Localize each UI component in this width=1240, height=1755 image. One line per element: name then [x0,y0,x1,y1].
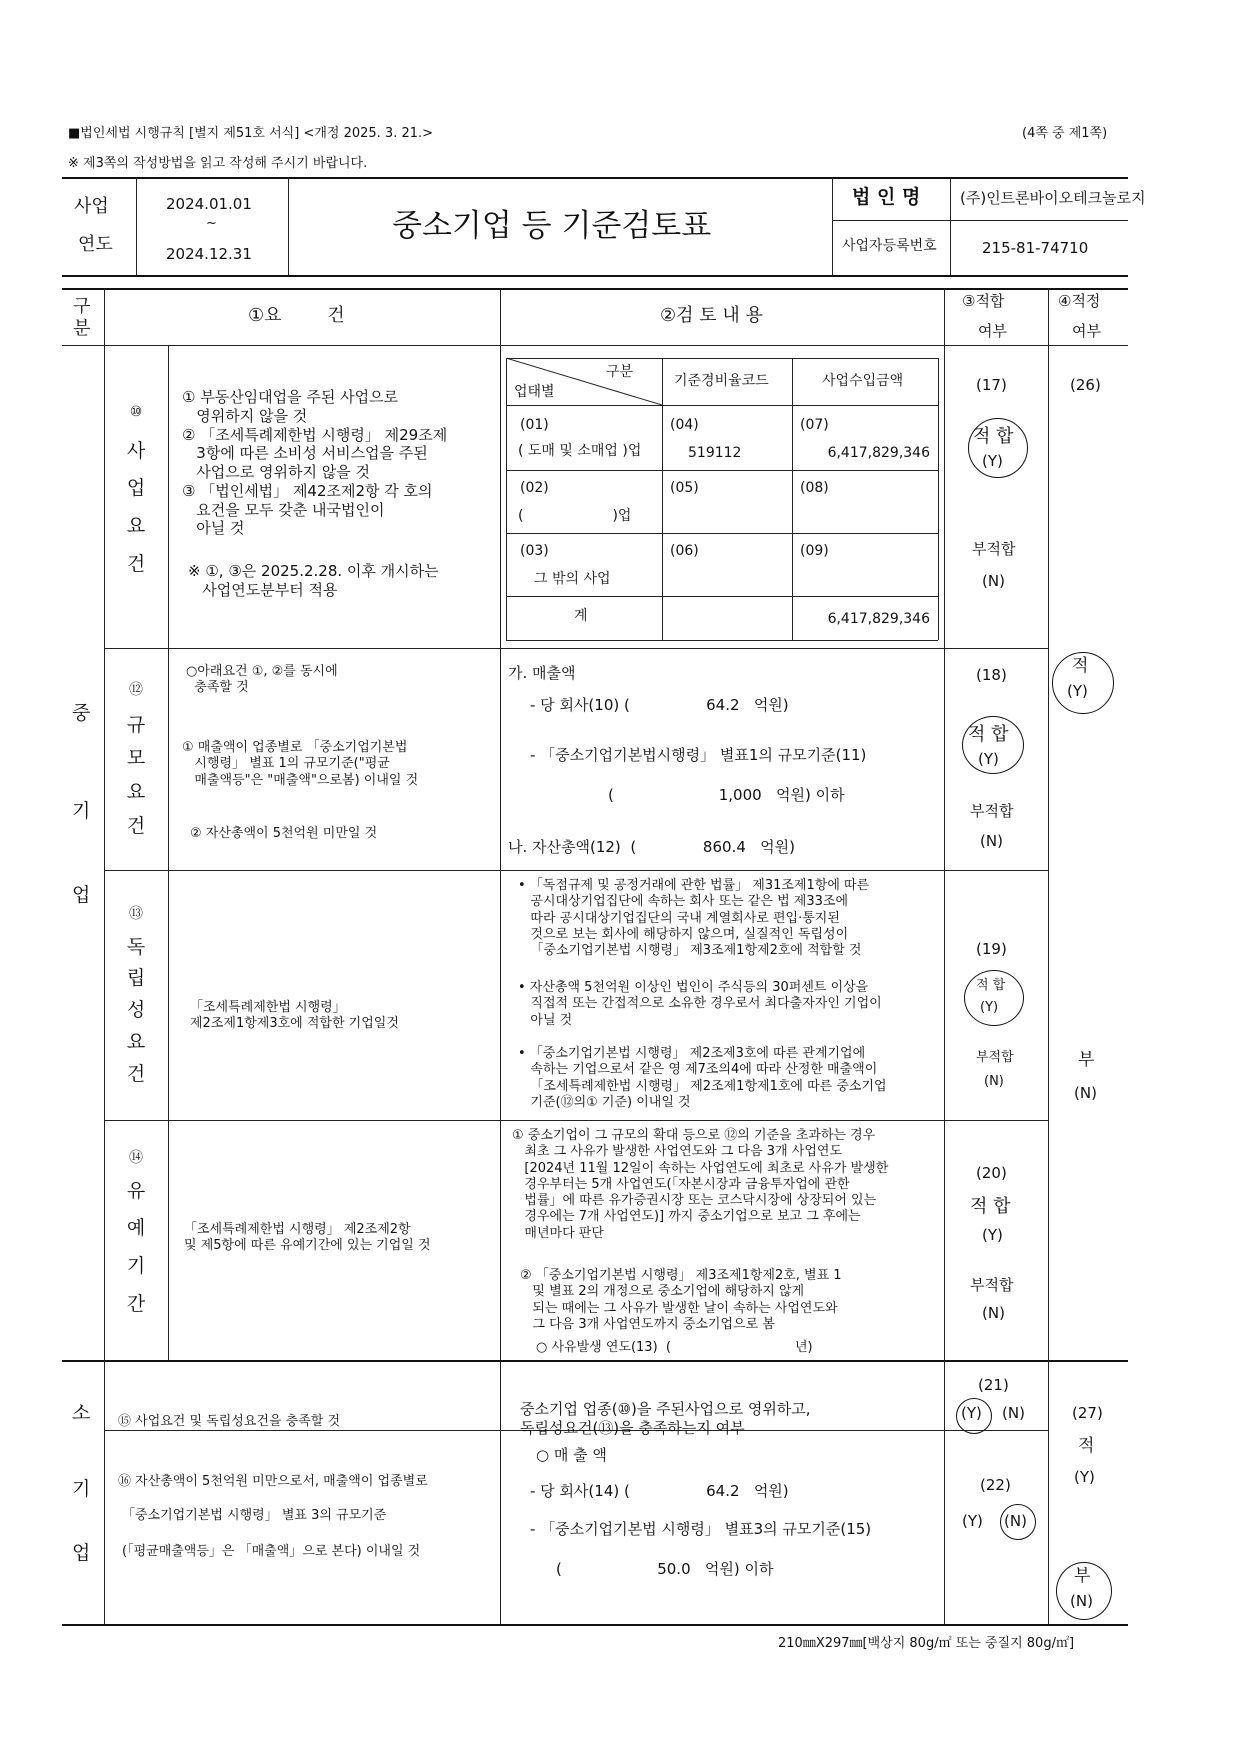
row104-review-a [512,1128,888,1242]
sme-proper-ng: 부 [1078,1050,1095,1070]
row101-req-line: ① 부동산임대업을 주된 사업으로 [182,388,399,406]
row101-req-line: ③ 「법인세법」 제42조제2항 각 호의 [182,481,433,500]
row101-requirements [182,388,447,538]
r1-code-no: (04) [670,417,699,433]
side-sme-3: 업 [72,884,91,906]
row105-review [520,1400,811,1438]
row104-review-b [520,1268,842,1333]
row101-req-line: 3항에 따른 소비성 서비스업을 주된 [182,444,428,463]
row103-rev-line: 공시대상기업집단에 속하는 회사 또는 같은 법 제33조에 [518,894,849,910]
row106-req-line: 「중소기업기본법 시행령」 별표 3의 규모기준 [122,1508,387,1523]
row104-label [116,1150,156,1317]
row103-label-3: 성 [126,999,146,1021]
row105-rev-line: 중소기업 업종(⑩)을 주된사업으로 영위하고, [520,1400,811,1418]
row103-rev-line: 「중소기업기본법 시행령」 제3조제1항제2호에 적합할 것 [518,943,862,958]
row104-review-c: ○ 사유발생 연도(13) ( 년) [536,1340,813,1355]
r2-code-no: (05) [670,480,699,496]
row102-req-line: 매출액등"은 "매출액"으로봄) 이내일 것 [182,772,419,788]
header-amount: 사업수입금액 [822,373,904,389]
small-proper-ok: 적 [1078,1436,1095,1456]
total-label: 계 [574,608,588,624]
row104-label-1: 유 [126,1179,146,1202]
row101-label-2: 업 [126,477,146,500]
row101-req-line: 영위하지 않을 것 [182,406,308,425]
row104-num: ⑭ [129,1150,143,1166]
r2-no: (02) [520,480,549,496]
row105-rev-line: 독립성요건(⑬)을 충족하는지 여부 [520,1418,745,1437]
row103-rev-line: • 「중소기업기본법 시행령」 제2조제3호에 따른 관계기업에 [518,1046,866,1061]
sme-proper-ok: 적 [1072,656,1089,676]
row102-req-line: ① 매출액이 업종별로 「중소기업기본법 [182,740,408,755]
row104-rev-line: 및 별표 2의 개정으로 중소기업에 해당하지 않게 [520,1284,805,1300]
row102-req-line: 충족할 것 [186,680,249,696]
row102-fit-ng: 부적합 [970,802,1014,820]
row104-req [184,1222,431,1255]
row103-fit-no: (19) [976,940,1007,958]
row106-fit-y: (Y) [962,1512,983,1530]
row104-label-2: 예 [126,1217,146,1240]
side-small-3: 업 [72,1542,91,1564]
row101-note-line: 사업연도분부터 적용 [188,580,338,599]
law-reference: ■법인세법 시행규칙 [별지 제51호 서식] <개정 2025. 3. 21.> [68,126,434,141]
r1-name: ( 도매 및 소매업 )업 [518,443,642,459]
form-title: 중소기업 등 기준검토표 [392,208,712,244]
r3-code-no: (06) [670,543,699,559]
col-gubun-1: 구 [73,296,91,317]
row102-rev-line3: ( 1,000 억원) 이하 [608,786,845,804]
col-gubun-2: 분 [73,318,91,339]
row103-label-2: 립 [126,967,146,990]
r2-amt-no: (08) [800,480,829,496]
row104-rev-line: [2024년 11월 12일이 속하는 사업연도에 최초로 사유가 발생한 [512,1160,889,1176]
row101-fit-ng: 부적합 [972,540,1016,558]
row102-num: ⑫ [129,682,143,698]
row101-label [116,404,156,577]
row103-num: ⑬ [129,906,143,922]
side-small-2: 기 [72,1478,91,1500]
row102-fit-ok: 적 합 [968,724,1009,745]
side-small-1: 소 [72,1402,91,1424]
start-date: 2024.01.01 [166,195,252,213]
diag-bottom: 업태별 [514,384,555,400]
row101-note [188,562,439,600]
row102-rev-title: 가. 매출액 [508,664,576,682]
row101-fit-ok-y: (Y) [982,452,1003,470]
r1-code: 519112 [688,445,742,461]
end-date: 2024.12.31 [166,245,252,263]
row104-rev-line: 경우에는 7개 사업연도)] 까지 중소기업으로 보고 그 후에는 [512,1209,861,1225]
row103-review-c [518,1046,887,1111]
row102-req-c: ② 자산총액이 5천억원 미만일 것 [190,826,378,841]
corp-name-label: 법 인 명 [852,186,921,208]
row106-rev-line3: ( 50.0 억원) 이하 [556,1560,774,1578]
row103-req-line: 「조세특례제한법 시행령」 [190,1000,346,1015]
row104-rev-line: 법률」에 따른 유가증권시장 또는 코스닥시장에 상장되어 있는 [512,1193,877,1208]
row102-label [116,682,156,839]
row104-rev-line: ② 「중소기업기본법 시행령」 제3조제1항제2호, 별표 1 [520,1268,842,1283]
col-proper-2: 여부 [1072,322,1101,340]
col-proper-1: ④적정 [1058,292,1101,310]
r1-amt-no: (07) [800,417,829,433]
row104-label-3: 기 [126,1255,146,1277]
row105-fit-no: (21) [978,1376,1009,1394]
date-tilde: ~ [206,216,217,231]
col-fit-2: 여부 [978,322,1007,340]
row103-fit-ok: 적 합 [976,978,1006,993]
row105-fit-y: (Y) [961,1404,982,1422]
row102-fit-no: (18) [976,666,1007,684]
row103-fit-ng: 부적합 [976,1050,1014,1065]
row102-rev-line2: - 「중소기업기본법시행령」 별표1의 규모기준(11) [530,746,867,764]
row101-req-line: 요건을 모두 갖춘 내국법인이 [182,500,385,519]
row103-rev-line: 기준(⑫의① 기준) 이내일 것 [518,1094,691,1110]
row105-req: ⑮ 사업요건 및 독립성요건을 충족할 것 [118,1414,341,1429]
row103-rev-line: 따라 공시대상기업집단의 국내 계열회사로 편입·통지된 [518,910,840,926]
row101-num: ⑩ [129,404,143,420]
row102-fit-ng-n: (N) [980,832,1003,850]
row101-req-line: ② 「조세특례제한법 시행령」 제29조제 [182,425,448,444]
instruction-note: ※ 제3쪽의 작성방법을 읽고 작성해 주시기 바랍니다. [68,156,368,171]
row104-fit-ok: 적 합 [970,1196,1011,1217]
sme-proper-ok-y: (Y) [1067,682,1088,700]
row103-rev-line: • 자산총액 5천억원 이상인 법인이 주식등의 30퍼센트 이상을 [518,980,869,995]
r3-amt-no: (09) [800,543,829,559]
row103-rev-line: 「조세특례제한법 시행령」 제2조제1항제1호에 따른 중소기업 [518,1078,887,1094]
row102-req-a [186,664,338,697]
page-info: (4쪽 중 제1쪽) [1022,126,1108,141]
row106-rev-line1: - 당 회사(14) ( 64.2 억원) [530,1482,789,1500]
row103-req [190,1000,399,1033]
row104-rev-line: 최초 그 사유가 발생한 사업연도와 그 다음 3개 사업연도 [512,1144,843,1160]
header-code: 기준경비율코드 [674,373,769,389]
row102-label-4: 건 [126,814,146,837]
row103-rev-line: 속하는 기업으로서 같은 영 제7조의4에 따라 산정한 매출액이 [518,1062,878,1078]
row102-fit-ok-y: (Y) [978,750,999,768]
row101-label-3: 요 [126,515,146,537]
year-label-1: 사업 [74,196,109,217]
row103-fit-ng-n: (N) [984,1074,1004,1089]
year-label-2: 연도 [78,234,113,255]
row104-fit-ng-n: (N) [982,1304,1005,1322]
row101-req-line: 아닐 것 [182,519,245,538]
row102-req-b [182,740,418,789]
row103-label-5: 건 [126,1062,146,1085]
side-sme-2: 기 [72,800,91,822]
row104-rev-line: 되는 때에는 그 사유가 발생한 날이 속하는 사업연도와 [520,1300,838,1316]
row104-rev-line: 매년마다 판단 [512,1225,604,1241]
r3-name: 그 밖의 사업 [534,571,611,587]
row104-rev-line: 그 다음 3개 사업연도까지 중소기업으로 봄 [520,1316,775,1332]
r2-name: ( )업 [518,508,632,524]
row106-fit-n: (N) [1004,1512,1027,1530]
small-proper-ok-y: (Y) [1074,1468,1095,1486]
small-proper-ng-n: (N) [1070,1592,1093,1610]
row101-req-line: 사업으로 영위하지 않을 것 [182,463,370,481]
corp-name: (주)인트론바이오테크놀로지 [960,189,1146,207]
row106-req-line: (「평균매출액등」은 「매출액」으로 본다) 이내일 것 [122,1544,421,1559]
row104-label-4: 간 [126,1292,146,1315]
row104-fit-ok-y: (Y) [982,1226,1003,1244]
row103-req-line: 제2조제1항제3호에 적합한 기업일것 [190,1016,399,1032]
row101-note-line: ※ ①, ③은 2025.2.28. 이후 개시하는 [188,562,439,580]
row105-fit-n: (N) [1002,1404,1025,1422]
row102-label-2: 모 [126,747,146,770]
row101-fit-ng-n: (N) [982,572,1005,590]
row106-req-line: ⑯ 자산총액이 5천억원 미만으로서, 매출액이 업종별로 [118,1474,428,1489]
row104-rev-line: 경우부터는 5개 사업연도(「자본시장과 금융투자업에 관한 [512,1176,850,1192]
row101-proper-no: (26) [1070,376,1101,394]
row105-proper-no: (27) [1072,1404,1103,1422]
row104-fit-no: (20) [976,1164,1007,1182]
row104-fit-ng: 부적합 [970,1276,1014,1294]
row103-label-4: 요 [126,1030,146,1053]
row103-review-b [518,980,882,1029]
paper-spec-footer: 210㎜X297㎜[백상지 80g/㎡ 또는 중질지 80g/㎡] [778,1636,1075,1651]
diag-top: 구분 [606,364,634,380]
col-review: ②검 토 내 용 [660,305,763,326]
row104-req-line: 「조세특례제한법 시행령」 제2조제2항 [184,1222,411,1237]
row104-req-line: 및 제5항에 따른 유예기간에 있는 기업일 것 [184,1238,431,1254]
row104-rev-line: ① 중소기업이 그 규모의 확대 등으로 ⑫의 기준을 초과하는 경우 [512,1128,876,1143]
sme-proper-ng-n: (N) [1074,1084,1097,1102]
side-sme-1: 중 [72,702,91,724]
col-requirement: ①요 건 [248,305,345,326]
row103-rev-line: 아닐 것 [518,1012,573,1028]
row103-fit-ok-y: (Y) [980,1000,999,1015]
row106-fit-no: (22) [980,1476,1011,1494]
row103-label-1: 독 [126,935,146,958]
row102-label-3: 요 [126,781,146,803]
row101-label-4: 건 [126,552,146,575]
r3-no: (03) [520,543,549,559]
row101-fit-ok: 적 합 [973,426,1014,447]
row102-rev-line1: - 당 회사(10) ( 64.2 억원) [530,696,789,714]
biz-no-label: 사업자등록번호 [842,238,937,254]
row103-rev-line: • 「독점규제 및 공정거래에 관한 법률」 제31조제1항에 따른 [518,878,870,893]
biz-no: 215-81-74710 [982,239,1089,257]
row102-rev-line4: 나. 자산총액(12) ( 860.4 억원) [508,838,795,856]
row106-rev-title: ○ 매 출 액 [536,1446,607,1464]
row103-review-a [518,878,869,959]
row103-rev-line: 것으로 보는 회사에 해당하지 않으며, 실질적인 독립성이 [518,926,849,942]
row102-req-line: ○아래요건 ①, ②를 동시에 [186,664,338,679]
col-fit-1: ③적합 [962,292,1005,310]
total-amount: 6,417,829,346 [827,611,930,627]
row103-rev-line: 직접적 또는 간접적으로 소유한 경우로서 최다출자자인 기업이 [518,996,882,1012]
small-proper-ng: 부 [1074,1566,1091,1586]
row102-label-1: 규 [126,713,146,736]
r1-no: (01) [520,417,549,433]
row101-fit-no: (17) [976,376,1007,394]
r1-amt: 6,417,829,346 [827,445,930,461]
row106-rev-line2: - 「중소기업기본법 시행령」 별표3의 규모기준(15) [530,1520,872,1538]
row103-label [116,906,156,1086]
row102-req-line: 시행령」 별표 1의 규모기준("평균 [182,756,390,772]
row101-label-1: 사 [126,439,146,462]
